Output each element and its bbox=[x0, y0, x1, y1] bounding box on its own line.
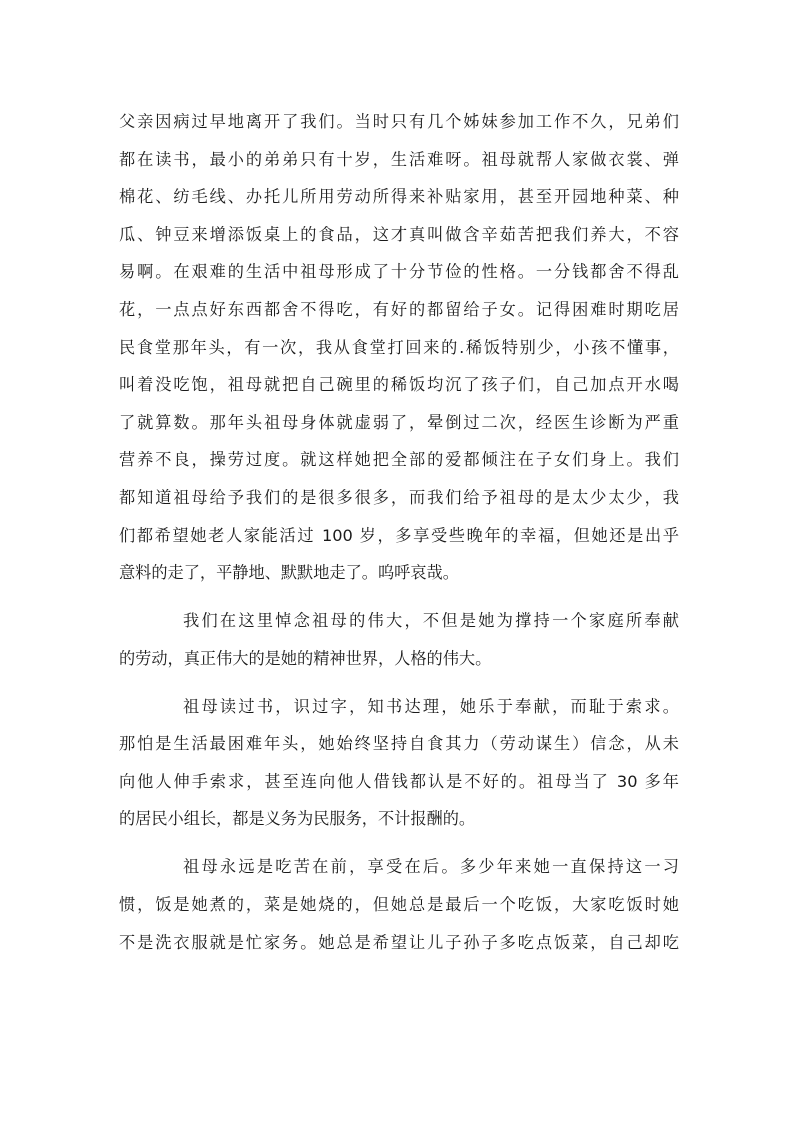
paragraph-line: 们都希望她老人家能活过 100 岁，多享受些晚年的幸福，但她还是出乎 bbox=[119, 525, 679, 545]
paragraph-spacer bbox=[119, 592, 679, 602]
paragraph-line: 意料的走了，平静地、默默地走了。呜呼哀哉。 bbox=[119, 563, 459, 583]
paragraph-line: 瓜、钟豆来增添饭桌上的食品，这才真叫做含辛茹苦把我们养大，不容 bbox=[119, 224, 679, 244]
paragraph-line: 祖母永远是吃苦在前，享受在后。多少年来她一直保持这一习 bbox=[183, 857, 679, 877]
paragraph-line: 民食堂那年头，有一次，我从食堂打回来的.稀饭特别少，小孩不懂事， bbox=[119, 337, 679, 357]
paragraph-line: 易啊。在艰难的生活中祖母形成了十分节俭的性格。一分钱都舍不得乱 bbox=[119, 262, 679, 282]
paragraph-line: 的劳动，真正伟大的是她的精神世界，人格的伟大。 bbox=[119, 648, 492, 668]
paragraph-line: 不是洗衣服就是忙家务。她总是希望让儿子孙子多吃点饭菜，自己却吃 bbox=[119, 932, 679, 952]
paragraph-line: 惯，饭是她煮的，菜是她烧的，但她总是最后一个吃饭，大家吃饭时她 bbox=[119, 895, 679, 915]
paragraph-line: 花，一点点好东西都舍不得吃，有好的都留给子女。记得困难时期吃居 bbox=[119, 299, 679, 319]
paragraph-line: 了就算数。那年头祖母身体就虚弱了，晕倒过二次，经医生诊断为严重 bbox=[119, 412, 679, 432]
paragraph-line: 叫着没吃饱，祖母就把自己碗里的稀饭均沉了孩子们，自己加点开水喝 bbox=[119, 375, 679, 395]
paragraph-line: 父亲因病过早地离开了我们。当时只有几个姊妹参加工作不久，兄弟们 bbox=[119, 112, 679, 131]
paragraph-3 bbox=[119, 688, 679, 838]
paragraph-4 bbox=[119, 848, 679, 961]
document-body bbox=[119, 103, 679, 961]
paragraph-line: 都在读书，最小的弟弟只有十岁，生活难呀。祖母就帮人家做衣裳、弹 bbox=[119, 149, 679, 169]
paragraph-line: 向他人伸手索求，甚至连向他人借钱都认是不好的。祖母当了 30 多年 bbox=[119, 771, 679, 791]
paragraph-line: 都知道祖母给予我们的是很多很多，而我们给予祖母的是太少太少，我 bbox=[119, 487, 679, 507]
paragraph-1 bbox=[119, 103, 679, 592]
paragraph-line: 我们在这里悼念祖母的伟大，不但是她为撑持一个家庭所奉献 bbox=[183, 611, 679, 631]
paragraph-line: 的居民小组长，都是义务为民服务，不计报酬的。 bbox=[119, 809, 476, 829]
paragraph-line: 棉花、纺毛线、办托儿所用劳动所得来补贴家用，甚至开园地种菜、种 bbox=[119, 187, 679, 207]
paragraph-line: 祖母读过书，识过字，知书达理，她乐于奉献，而耻于索求。 bbox=[183, 696, 679, 716]
paragraph-spacer bbox=[119, 677, 679, 687]
paragraph-2 bbox=[119, 602, 679, 677]
paragraph-line: 那怕是生活最困难年头，她始终坚持自食其力（劳动谋生）信念，从未 bbox=[119, 734, 679, 754]
paragraph-spacer bbox=[119, 838, 679, 848]
paragraph-line: 营养不良，操劳过度。就这样她把全部的爱都倾注在子女们身上。我们 bbox=[119, 450, 679, 470]
